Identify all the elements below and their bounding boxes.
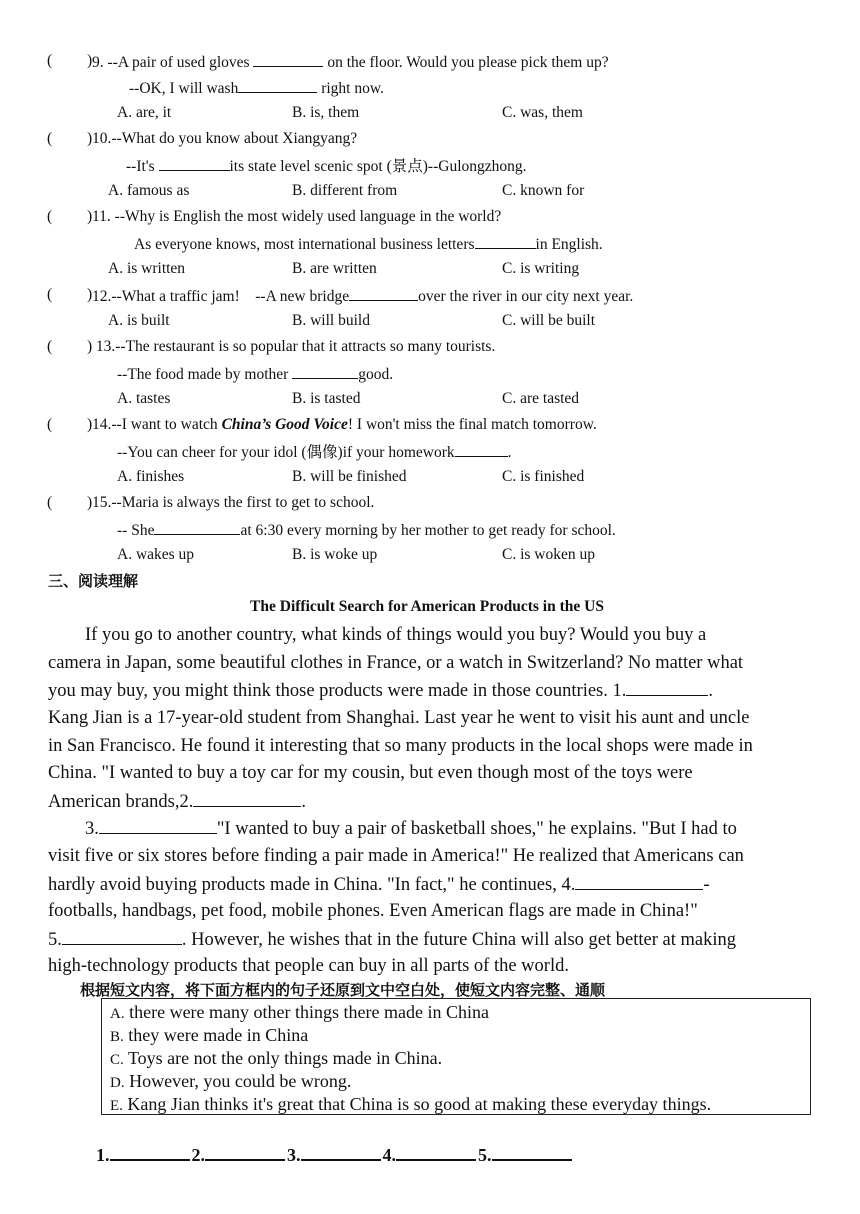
option-a: A. wakes up — [117, 546, 195, 563]
question-text: . — [507, 444, 512, 461]
answer-blank-1 — [626, 679, 708, 696]
question-text: good. — [358, 366, 394, 383]
question-text: on the floor. Would you please pick them up? — [323, 54, 609, 71]
passage-line: camera in Japan, some beautiful clothes in France, or a watch in Switzerland? No matter what — [48, 653, 744, 673]
answer-label: 3. — [287, 1145, 301, 1165]
instruction-text: 根据短文内容，将下面方框内的句子还原到文中空白处，使短文内容完整、通顺 — [80, 981, 606, 999]
box-option-b — [110, 1024, 308, 1048]
option-a: A. are, it — [117, 104, 172, 121]
answer-blank-3 — [99, 817, 217, 834]
answer-blank — [154, 520, 240, 535]
answer-label: 5. — [478, 1145, 492, 1165]
question-text: 12.--What a traffic jam! --A new bridge — [92, 288, 350, 305]
passage-line — [48, 928, 736, 951]
answer-blank — [396, 1143, 476, 1161]
passage-title — [0, 598, 860, 616]
question-text: 14.--I want to watch — [92, 416, 222, 433]
answer-blank — [475, 234, 536, 249]
option-letter: C. — [110, 1052, 124, 1068]
answer-blank — [159, 156, 230, 171]
question-text: --OK, I will wash — [129, 80, 239, 97]
option-c: C. will be built — [502, 312, 595, 329]
question-text: -- She — [117, 522, 155, 539]
question-text: at 6:30 every morning by her mother to get ready for school. — [240, 522, 616, 539]
question-14-line-1 — [92, 416, 597, 434]
passage-line: in San Francisco. He found it interesting that so many products in the local shops were made in — [48, 736, 753, 756]
passage-line — [48, 873, 710, 896]
question-text: right now. — [317, 80, 384, 97]
option-c: C. known for — [502, 182, 585, 199]
show-title: China’s Good Voice — [221, 416, 348, 433]
option-c: C. is writing — [502, 260, 580, 277]
question-15-line-1: 15.--Maria is always the first to get to school. — [92, 494, 375, 511]
passage-line: footballs, handbags, pet food, mobile phones. Even American flags are made in China!" — [48, 901, 698, 921]
option-b: B. will be finished — [292, 468, 407, 485]
question-text: ! I won't miss the final match tomorrow. — [347, 416, 597, 433]
box-option-d — [110, 1070, 351, 1094]
section-title: 三、阅读理解 — [48, 572, 139, 590]
answer-paren-close: ) — [87, 286, 93, 303]
question-11-line-1: 11. --Why is English the most widely used language in the world? — [92, 208, 502, 225]
question-10-line-1: 10.--What do you know about Xiangyang? — [92, 130, 358, 147]
answer-paren-open: ( — [47, 494, 53, 511]
passage-text: . — [708, 681, 713, 701]
passage-line — [48, 790, 306, 813]
option-a: A. is built — [108, 312, 170, 329]
option-b: B. is, them — [292, 104, 360, 121]
answer-blank — [205, 1143, 285, 1161]
answer-paren-open: ( — [47, 52, 53, 69]
question-13-line-2 — [117, 364, 393, 384]
passage-line: Kang Jian is a 17-year-old student from Shanghai. Last year he went to visit his aunt and uncle — [48, 708, 750, 728]
option-a: A. famous as — [108, 182, 190, 199]
option-a: A. is written — [108, 260, 186, 277]
option-b: B. will build — [292, 312, 370, 329]
answer-paren-close: ) — [87, 338, 93, 355]
question-11-line-2 — [134, 234, 603, 254]
answer-row — [96, 1143, 574, 1166]
answer-paren-open: ( — [47, 286, 53, 303]
answer-paren-open: ( — [47, 338, 53, 355]
question-12-line-1 — [92, 286, 633, 306]
option-c: C. are tasted — [502, 390, 580, 407]
question-text: --It's — [126, 158, 159, 175]
answer-paren-close: ) — [87, 52, 93, 69]
answer-label: 4. — [382, 1145, 396, 1165]
answer-blank — [349, 286, 418, 301]
option-text: Toys are not the only things made in China. — [123, 1048, 443, 1068]
question-text: --You can cheer for your idol (偶像)if your homework — [117, 444, 455, 461]
passage-text: - — [703, 875, 710, 895]
answer-blank-5 — [62, 928, 182, 945]
answer-blank — [238, 78, 317, 93]
passage-line: visit five or six stores before finding a pair made in America!" He realized that Americans can — [48, 846, 744, 866]
option-text: there were many other things there made in China — [124, 1002, 489, 1022]
answer-label: 2. — [191, 1145, 205, 1165]
question-text: As everyone knows, most international business letters — [134, 236, 475, 253]
box-option-e — [110, 1093, 711, 1117]
question-13-line-1: 13.--The restaurant is so popular that it attracts so many tourists. — [92, 338, 496, 355]
passage-title-text: The Difficult Search for American Products in the US — [250, 598, 604, 615]
question-text: 9. --A pair of used gloves — [92, 54, 254, 71]
answer-blank — [301, 1143, 381, 1161]
option-a: A. tastes — [117, 390, 171, 407]
question-text: --The food made by mother — [117, 366, 293, 383]
answer-label: 1. — [96, 1145, 110, 1165]
question-9-line-2 — [129, 78, 384, 98]
answer-blank — [110, 1143, 190, 1161]
answer-paren-close: ) — [87, 208, 93, 225]
question-text: in English. — [535, 236, 603, 253]
option-text: they were made in China — [123, 1025, 309, 1045]
answer-paren-open: ( — [47, 208, 53, 225]
option-letter: A. — [110, 1006, 125, 1022]
passage-line — [48, 817, 737, 840]
passage-text: 3. — [48, 819, 99, 839]
box-option-a — [110, 1001, 489, 1025]
passage-text: . — [301, 792, 307, 812]
passage-text: hardly avoid buying products made in China. "In fact," he continues, 4. — [48, 875, 576, 895]
passage-line: If you go to another country, what kinds of things would you buy? Would you buy a — [48, 625, 707, 645]
option-text: However, you could be wrong. — [124, 1071, 352, 1091]
answer-blank-4 — [575, 873, 703, 890]
option-b: B. are written — [292, 260, 377, 277]
answer-blank — [253, 52, 323, 67]
answer-blank — [455, 442, 508, 457]
box-option-c — [110, 1047, 442, 1071]
answer-blank — [292, 364, 358, 379]
option-c: C. is finished — [502, 468, 585, 485]
option-b: B. different from — [292, 182, 398, 199]
passage-line: high-technology products that people can buy in all parts of the world. — [48, 956, 569, 976]
options-box — [101, 998, 811, 1115]
answer-blank — [492, 1143, 572, 1161]
question-text: its state level scenic spot (景点)--Gulongzhong. — [229, 158, 527, 175]
answer-paren-close: ) — [87, 494, 93, 511]
option-a: A. finishes — [117, 468, 185, 485]
passage-line: China. "I wanted to buy a toy car for my cousin, but even though most of the toys were — [48, 763, 693, 783]
passage-line — [48, 679, 713, 702]
option-b: B. is tasted — [292, 390, 361, 407]
passage-text: . However, he wishes that in the future China will also get better at making — [181, 930, 736, 950]
passage-text: 5. — [48, 930, 62, 950]
option-text: Kang Jian thinks it's great that China is so good at making these everyday things. — [122, 1094, 712, 1114]
passage-text: American brands,2. — [48, 792, 194, 812]
option-c: C. is woken up — [502, 546, 595, 563]
question-text: over the river in our city next year. — [418, 288, 634, 305]
answer-paren-open: ( — [47, 130, 53, 147]
question-9-line-1 — [92, 52, 609, 72]
question-10-line-2 — [126, 156, 527, 176]
option-letter: D. — [110, 1075, 125, 1091]
answer-paren-close: ) — [87, 416, 93, 433]
option-b: B. is woke up — [292, 546, 378, 563]
passage-text: "I wanted to buy a pair of basketball shoes," he explains. "But I had to — [216, 819, 737, 839]
option-letter: B. — [110, 1029, 124, 1045]
question-15-line-2 — [117, 520, 616, 540]
option-c: C. was, them — [502, 104, 583, 121]
passage-text: you may buy, you might think those products were made in those countries. 1. — [48, 681, 627, 701]
answer-blank-2 — [193, 790, 301, 807]
question-14-line-2 — [117, 442, 512, 462]
option-letter: E. — [110, 1098, 123, 1114]
answer-paren-open: ( — [47, 416, 53, 433]
answer-paren-close: ) — [87, 130, 93, 147]
